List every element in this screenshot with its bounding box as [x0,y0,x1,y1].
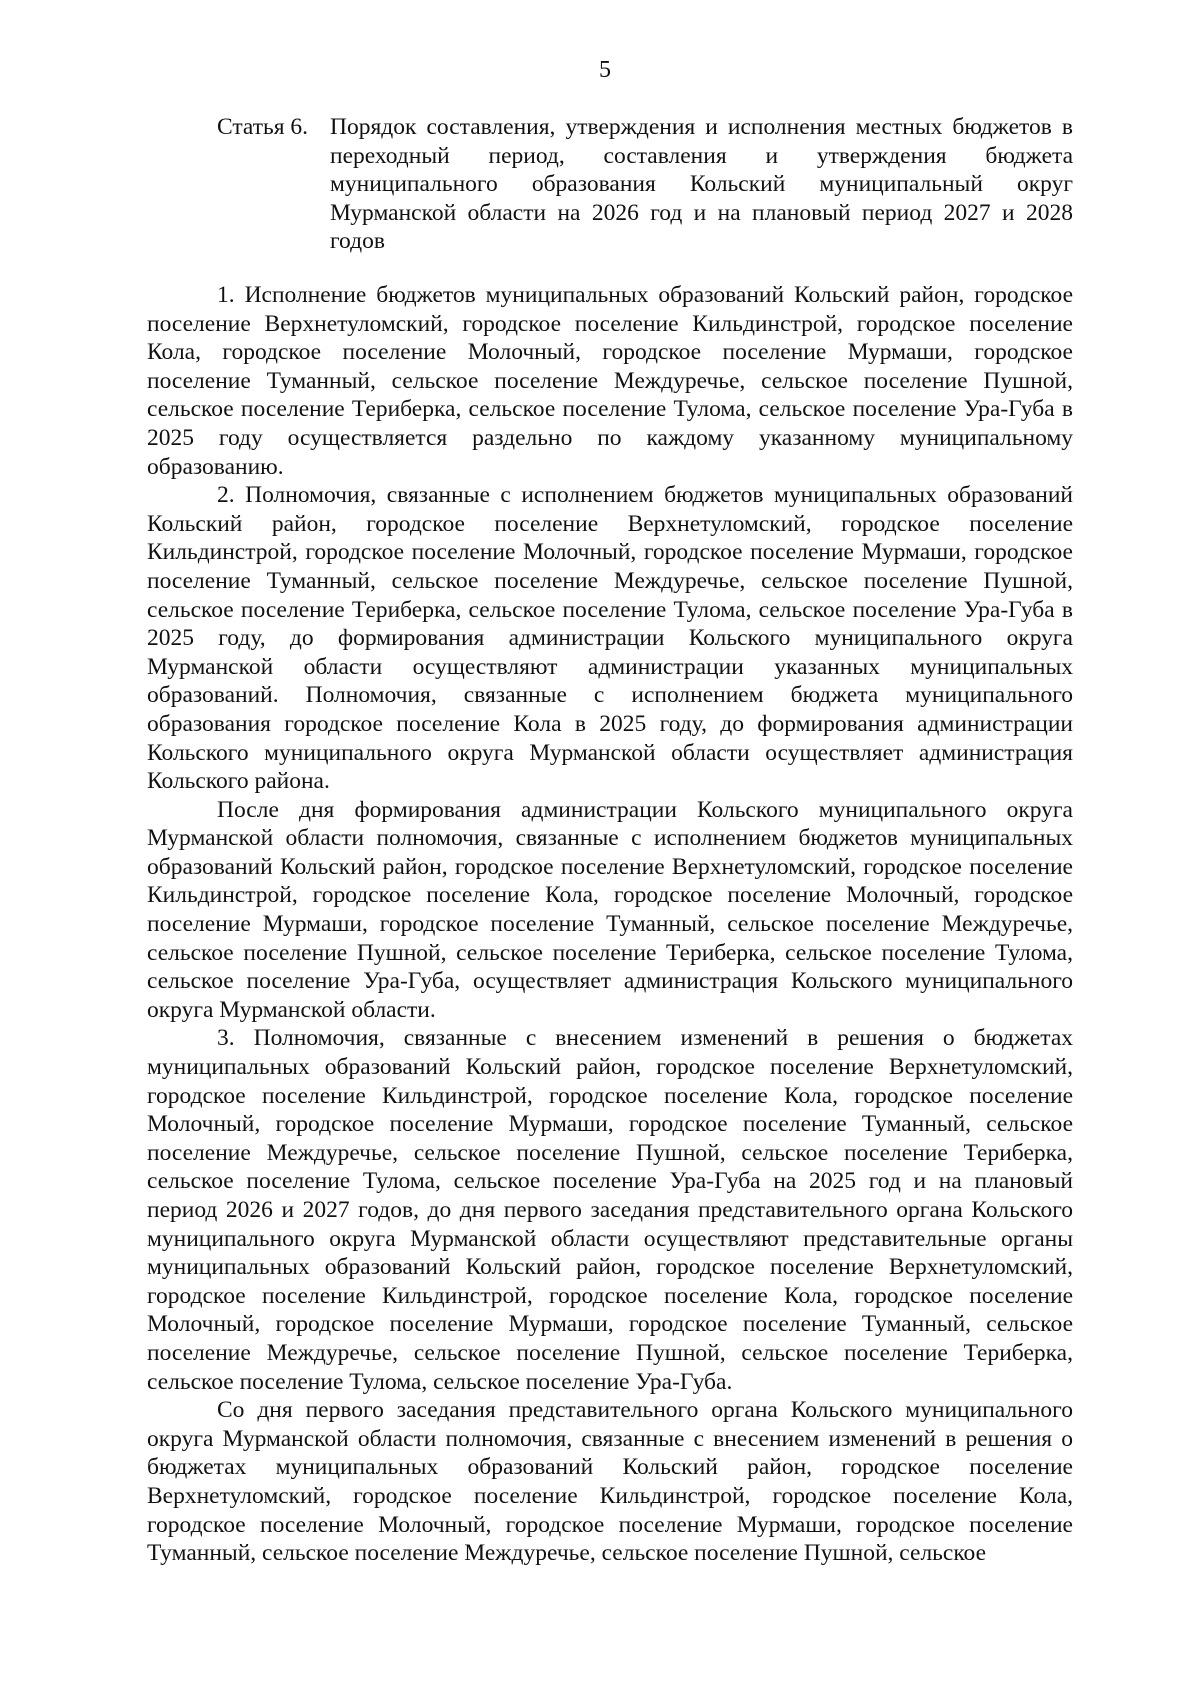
paragraph-1: 1. Исполнение бюджетов муниципальных образований Кольский район, городское поселение Верхнетуломский, городское поселение Кильдинстрой, городское поселение Кола, городское поселение Молочный, городское поселение Мурмаши, городское поселение Туманный, сельское поселение Междуречье, сельское поселение Пушной, сельское поселение Териберка, сельское поселение Тулома, сельское поселение Ура-Губа в 2025 году осуществляется раздельно по каждому указанному муниципальному образованию. [147,282,1073,480]
article-label: Статья 6. [217,114,309,140]
page-number: 5 [599,57,611,83]
paragraph-5: Со дня первого заседания представительного органа Кольского муниципального округа Мурманской области полномочия, связанные с внесением изменений в решения о бюджетах муниципальных образований Кольский район, городское поселение Верхнетуломский, городское поселение Кильдинстрой, городское поселение Кола, городское поселение Молочный, городское поселение Мурмаши, городское поселение Туманный, сельское поселение Междуречье, сельское поселение Пушной, сельское [147,1397,1073,1567]
article-title: Порядок составления, утверждения и исполнения местных бюджетов в переходный период, составления и утверждения бюджета муниципального образования Кольский муниципальный округ Мурманской области на 2026 год и на плановый период 2027 и 2028 годов [330,114,1073,255]
paragraph-4: 3. Полномочия, связанные с внесением изменений в решения о бюджетах муниципальных образований Кольский район, городское поселение Верхнетуломский, городское поселение Кильдинстрой, городское поселение Кола, городское поселение Молочный, городское поселение Мурмаши, городское поселение Туманный, сельское поселение Междуречье, сельское поселение Пушной, сельское поселение Териберка, сельское поселение Тулома, сельское поселение Ура-Губа на 2025 год и на плановый период 2026 и 2027 годов, до дня первого заседания представительного органа Кольского муниципального округа Мурманской области осуществляют представительные органы муниципальных образований Кольский район, городское поселение Верхнетуломский, городское поселение Кильдинстрой, городское поселение Кола, городское поселение Молочный, городское поселение Мурмаши, городское поселение Туманный, сельское поселение Междуречье, сельское поселение Пушной, сельское поселение Териберка, сельское поселение Тулома, сельское поселение Ура-Губа. [147,1025,1073,1395]
article-heading [217,113,1073,256]
paragraph-3: После дня формирования администрации Кольского муниципального округа Мурманской области полномочия, связанные с исполнением бюджетов муниципальных образований Кольский район, городское поселение Верхнетуломский, городское поселение Кильдинстрой, городское поселение Кола, городское поселение Молочный, городское поселение Мурмаши, городское поселение Туманный, сельское поселение Междуречье, сельское поселение Пушной, сельское поселение Териберка, сельское поселение Тулома, сельское поселение Ура-Губа, осуществляет администрация Кольского муниципального округа Мурманской области. [147,796,1073,1023]
article-body [147,281,1073,1568]
paragraph-2: 2. Полномочия, связанные с исполнением бюджетов муниципальных образований Кольский район, городское поселение Верхнетуломский, городское поселение Кильдинстрой, городское поселение Молочный, городское поселение Мурмаши, городское поселение Туманный, сельское поселение Междуречье, сельское поселение Пушной, сельское поселение Териберка, сельское поселение Тулома, сельское поселение Ура-Губа в 2025 году, до формирования администрации Кольского муниципального округа Мурманской области осуществляют администрации указанных муниципальных образований. Полномочия, связанные с исполнением бюджета муниципального образования городское поселение Кола в 2025 году, до формирования администрации Кольского муниципального округа Мурманской области осуществляет администрация Кольского района. [147,482,1073,795]
